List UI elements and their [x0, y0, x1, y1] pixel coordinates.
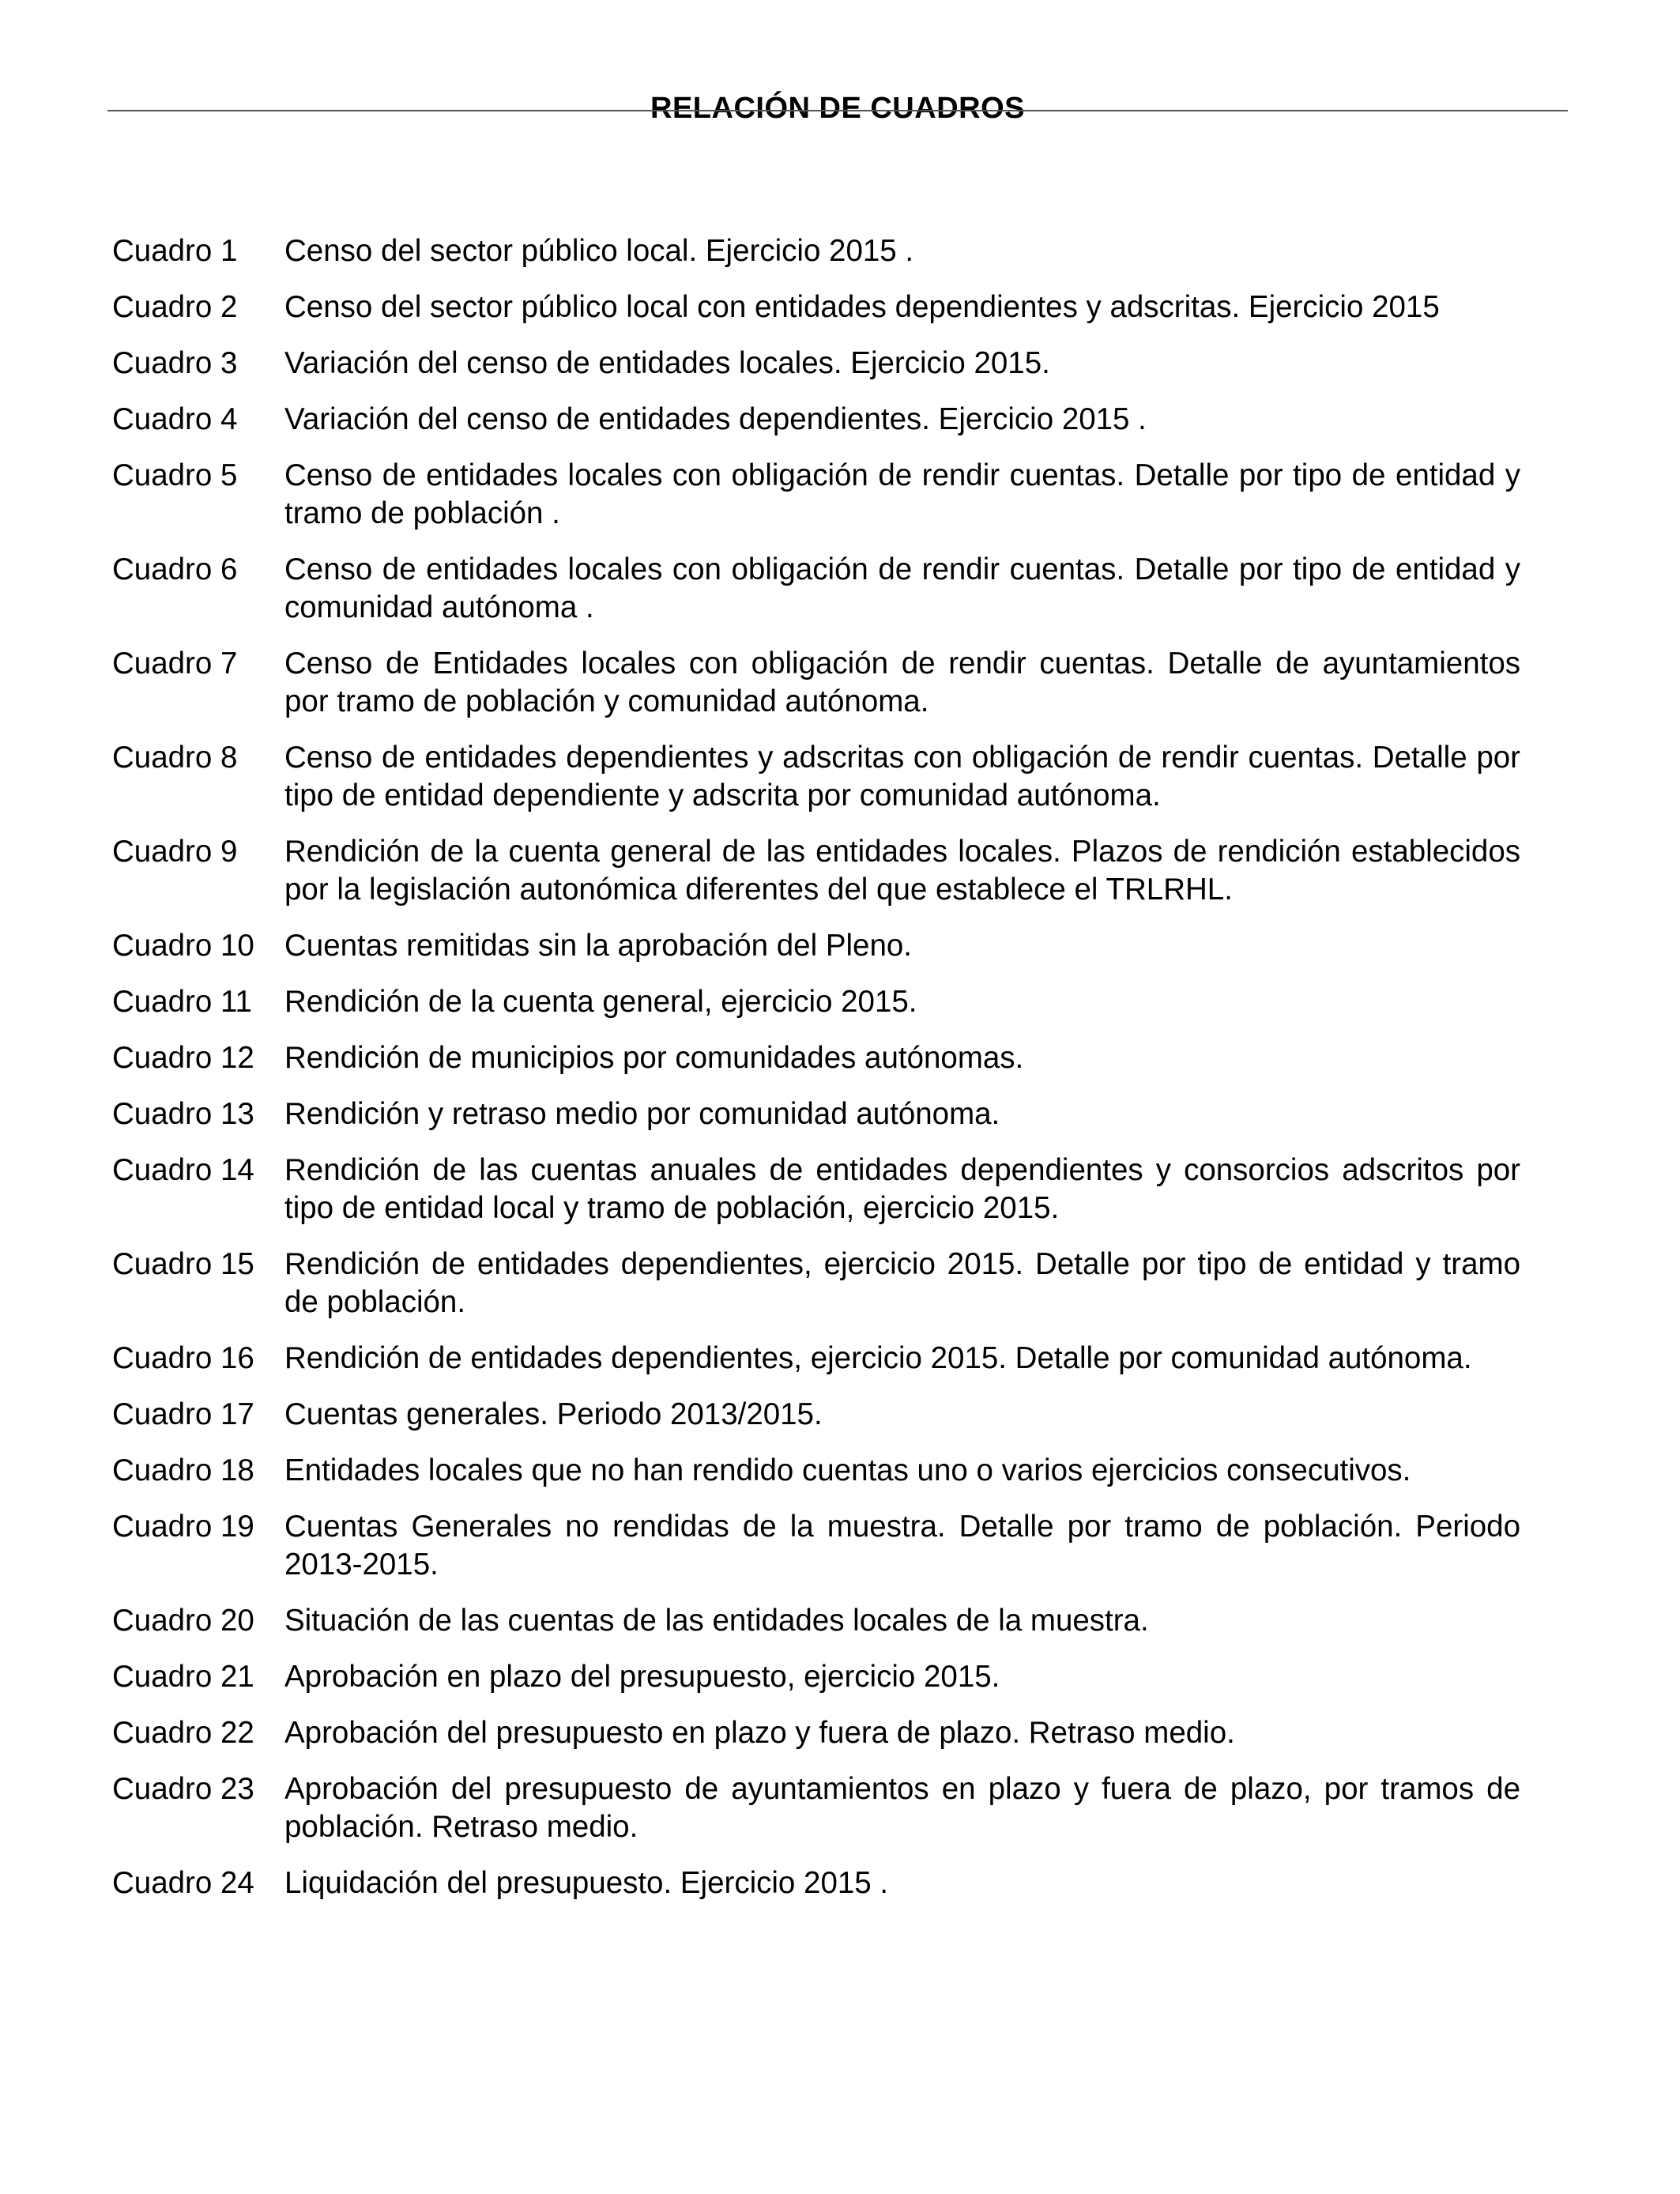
- cuadro-description: Censo del sector público local. Ejercicio 2015 .: [284, 234, 914, 268]
- cuadro-label: Cuadro 12: [112, 1041, 254, 1075]
- list-item: [112, 1658, 1520, 1696]
- cuadro-description: Liquidación del presupuesto. Ejercicio 2015 .: [284, 1866, 889, 1900]
- list-item: [112, 739, 1520, 815]
- list-item: [112, 983, 1520, 1021]
- list-item: [112, 645, 1520, 721]
- cuadro-description: Rendición y retraso medio por comunidad autónoma.: [284, 1097, 1000, 1131]
- cuadro-label: Cuadro 23: [112, 1772, 254, 1806]
- list-item: [112, 1508, 1520, 1584]
- cuadro-description: Rendición de entidades dependientes, ejercicio 2015. Detalle por tipo de entidad y tramo de población.: [284, 1247, 1520, 1319]
- cuadro-description: Rendición de la cuenta general de las entidades locales. Plazos de rendición establecidos por la legislación autonómica diferentes del que establece el TRLRHL.: [284, 835, 1520, 907]
- cuadro-list: [112, 232, 1520, 1921]
- cuadro-label: Cuadro 19: [112, 1510, 254, 1544]
- cuadro-description: Censo del sector público local con entidades dependientes y adscritas. Ejercicio 2015: [284, 290, 1440, 324]
- cuadro-description: Rendición de las cuentas anuales de entidades dependientes y consorcios adscritos por tipo de entidad local y tramo de población, ejercicio 2015.: [284, 1153, 1520, 1225]
- cuadro-label: Cuadro 2: [112, 290, 238, 324]
- cuadro-label: Cuadro 8: [112, 741, 238, 775]
- cuadro-description: Situación de las cuentas de las entidades locales de la muestra.: [284, 1604, 1149, 1638]
- list-item: [112, 345, 1520, 383]
- cuadro-description: Rendición de entidades dependientes, ejercicio 2015. Detalle por comunidad autónoma.: [284, 1341, 1472, 1375]
- list-item: [112, 457, 1520, 533]
- cuadro-description: Rendición de municipios por comunidades autónomas.: [284, 1041, 1024, 1075]
- cuadro-label: Cuadro 24: [112, 1866, 254, 1900]
- cuadro-label: Cuadro 5: [112, 458, 238, 492]
- list-item: [112, 1396, 1520, 1434]
- list-item: [112, 833, 1520, 909]
- cuadro-label: Cuadro 14: [112, 1153, 254, 1187]
- cuadro-description: Variación del censo de entidades locales. Ejercicio 2015.: [284, 346, 1050, 380]
- cuadro-description: Censo de Entidades locales con obligación de rendir cuentas. Detalle de ayuntamientos por tramo de población y comunidad autónoma.: [284, 647, 1520, 718]
- cuadro-description: Aprobación del presupuesto de ayuntamientos en plazo y fuera de plazo, por tramos de población. Retraso medio.: [284, 1772, 1520, 1844]
- cuadro-label: Cuadro 18: [112, 1453, 254, 1487]
- list-item: [112, 1452, 1520, 1490]
- cuadro-label: Cuadro 6: [112, 552, 238, 586]
- cuadro-label: Cuadro 17: [112, 1397, 254, 1431]
- title-divider: [107, 110, 1568, 111]
- list-item: [112, 288, 1520, 326]
- cuadro-description: Rendición de la cuenta general, ejercicio 2015.: [284, 985, 917, 1019]
- cuadro-label: Cuadro 15: [112, 1247, 254, 1281]
- cuadro-description: Cuentas generales. Periodo 2013/2015.: [284, 1397, 823, 1431]
- cuadro-label: Cuadro 4: [112, 402, 238, 436]
- cuadro-label: Cuadro 22: [112, 1716, 254, 1750]
- cuadro-description: Aprobación en plazo del presupuesto, ejercicio 2015.: [284, 1660, 1000, 1694]
- list-item: [112, 232, 1520, 270]
- cuadro-label: Cuadro 9: [112, 835, 238, 869]
- cuadro-description: Cuentas remitidas sin la aprobación del Pleno.: [284, 929, 912, 963]
- list-item: [112, 927, 1520, 965]
- cuadro-description: Cuentas Generales no rendidas de la muestra. Detalle por tramo de población. Periodo 2013-2015.: [284, 1510, 1520, 1581]
- list-item: [112, 1340, 1520, 1378]
- cuadro-description: Aprobación del presupuesto en plazo y fuera de plazo. Retraso medio.: [284, 1716, 1235, 1750]
- list-item: [112, 401, 1520, 439]
- cuadro-label: Cuadro 11: [112, 985, 252, 1019]
- cuadro-label: Cuadro 20: [112, 1604, 254, 1638]
- page-title: RELACIÓN DE CUADROS: [650, 92, 1025, 126]
- cuadro-label: Cuadro 3: [112, 346, 238, 380]
- cuadro-label: Cuadro 1: [112, 234, 238, 268]
- list-item: [112, 1152, 1520, 1227]
- list-item: [112, 1770, 1520, 1846]
- cuadro-label: Cuadro 16: [112, 1341, 254, 1375]
- list-item: [112, 1864, 1520, 1902]
- list-item: [112, 1602, 1520, 1640]
- list-item: [112, 1095, 1520, 1133]
- cuadro-label: Cuadro 21: [112, 1660, 254, 1694]
- list-item: [112, 1714, 1520, 1752]
- list-item: [112, 1246, 1520, 1321]
- cuadro-label: Cuadro 7: [112, 647, 238, 680]
- cuadro-description: Entidades locales que no han rendido cuentas uno o varios ejercicios consecutivos.: [284, 1453, 1411, 1487]
- cuadro-description: Variación del censo de entidades dependientes. Ejercicio 2015 .: [284, 402, 1147, 436]
- cuadro-description: Censo de entidades locales con obligación de rendir cuentas. Detalle por tipo de entidad y tramo de población .: [284, 458, 1520, 530]
- cuadro-label: Cuadro 13: [112, 1097, 254, 1131]
- list-item: [112, 551, 1520, 627]
- list-item: [112, 1039, 1520, 1077]
- cuadro-description: Censo de entidades dependientes y adscritas con obligación de rendir cuentas. Detalle por tipo de entidad dependiente y adscrita por comunidad autónoma.: [284, 741, 1520, 812]
- cuadro-label: Cuadro 10: [112, 929, 254, 963]
- cuadro-description: Censo de entidades locales con obligación de rendir cuentas. Detalle por tipo de entidad y comunidad autónoma .: [284, 552, 1520, 624]
